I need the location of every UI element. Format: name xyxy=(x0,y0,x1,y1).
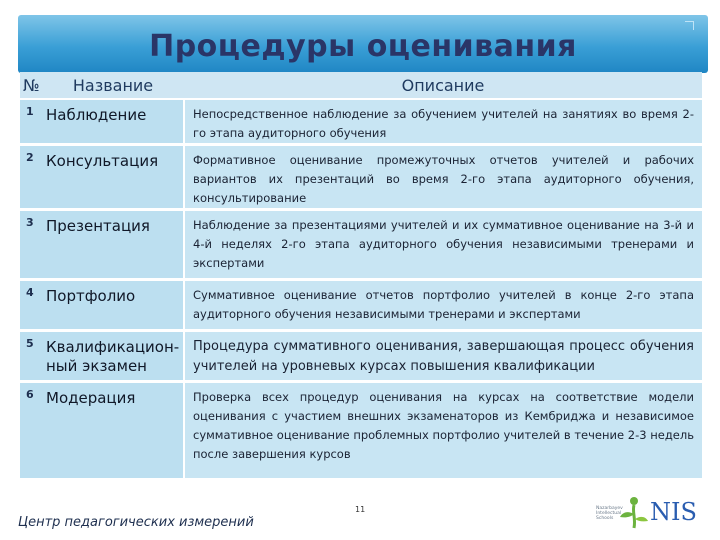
table-row xyxy=(20,99,702,145)
procedures-table xyxy=(20,72,702,478)
procedure-name: Консультация xyxy=(42,145,184,210)
column-header-desc: Описание xyxy=(184,72,702,99)
procedure-description: Процедура суммативного оценивания, завершающая процесс обучения учителей на уровневых курсах повышения квалификации xyxy=(184,331,702,382)
procedure-name: Модерация xyxy=(42,382,184,478)
row-number: 2 xyxy=(20,145,42,210)
table-row xyxy=(20,280,702,331)
row-number: 6 xyxy=(20,382,42,478)
procedure-name: Презентация xyxy=(42,210,184,280)
table-header-row xyxy=(20,72,702,99)
procedure-name: Наблюдение xyxy=(42,99,184,145)
row-number: 3 xyxy=(20,210,42,280)
table-row xyxy=(20,382,702,478)
table-row xyxy=(20,331,702,382)
procedure-description: Непосредственное наблюдение за обучением учителей на занятиях во время 2-го этапа аудиторного обучения xyxy=(184,99,702,145)
procedure-description: Формативное оценивание промежуточных отчетов учителей и рабочих вариантов их презентаций во время 2-го этапа аудиторного обучения, консультирование xyxy=(184,145,702,210)
logo-subtext: Nazarbayev Intellectual Schools xyxy=(596,506,623,521)
row-number: 5 xyxy=(20,331,42,382)
column-header-num: № xyxy=(20,72,42,99)
title-banner xyxy=(18,15,708,73)
row-number: 4 xyxy=(20,280,42,331)
column-header-name: Название xyxy=(42,72,184,99)
corner-decoration xyxy=(685,21,694,30)
nis-logo xyxy=(596,490,714,534)
table-row xyxy=(20,145,702,210)
procedure-description: Суммативное оценивание отчетов портфолио учителей в конце 2-го этапа аудиторного обучения независимыми тренерами и экспертами xyxy=(184,280,702,331)
table-row xyxy=(20,210,702,280)
footer-organization: Центр педагогических измерений xyxy=(18,515,254,530)
procedure-description: Наблюдение за презентациями учителей и их суммативное оценивание на 3-й и 4-й неделях 2-го этапа аудиторного обучения независимыми тренерами и экспертами xyxy=(184,210,702,280)
page-number: 11 xyxy=(355,505,366,514)
procedure-description: Проверка всех процедур оценивания на курсах на соответствие модели оценивания с участием внешних экзаменаторов из Кембриджа и независимое суммативное оценивание проблемных портфолио учителей в течение 2-3 недель после завершения курсов xyxy=(184,382,702,478)
row-number: 1 xyxy=(20,99,42,145)
logo-wordmark: NIS xyxy=(650,498,697,526)
page-title: Процедуры оценивания xyxy=(149,29,577,64)
procedure-name: Портфолио xyxy=(42,280,184,331)
procedure-name: Квалификацион-ный экзамен xyxy=(42,331,184,382)
